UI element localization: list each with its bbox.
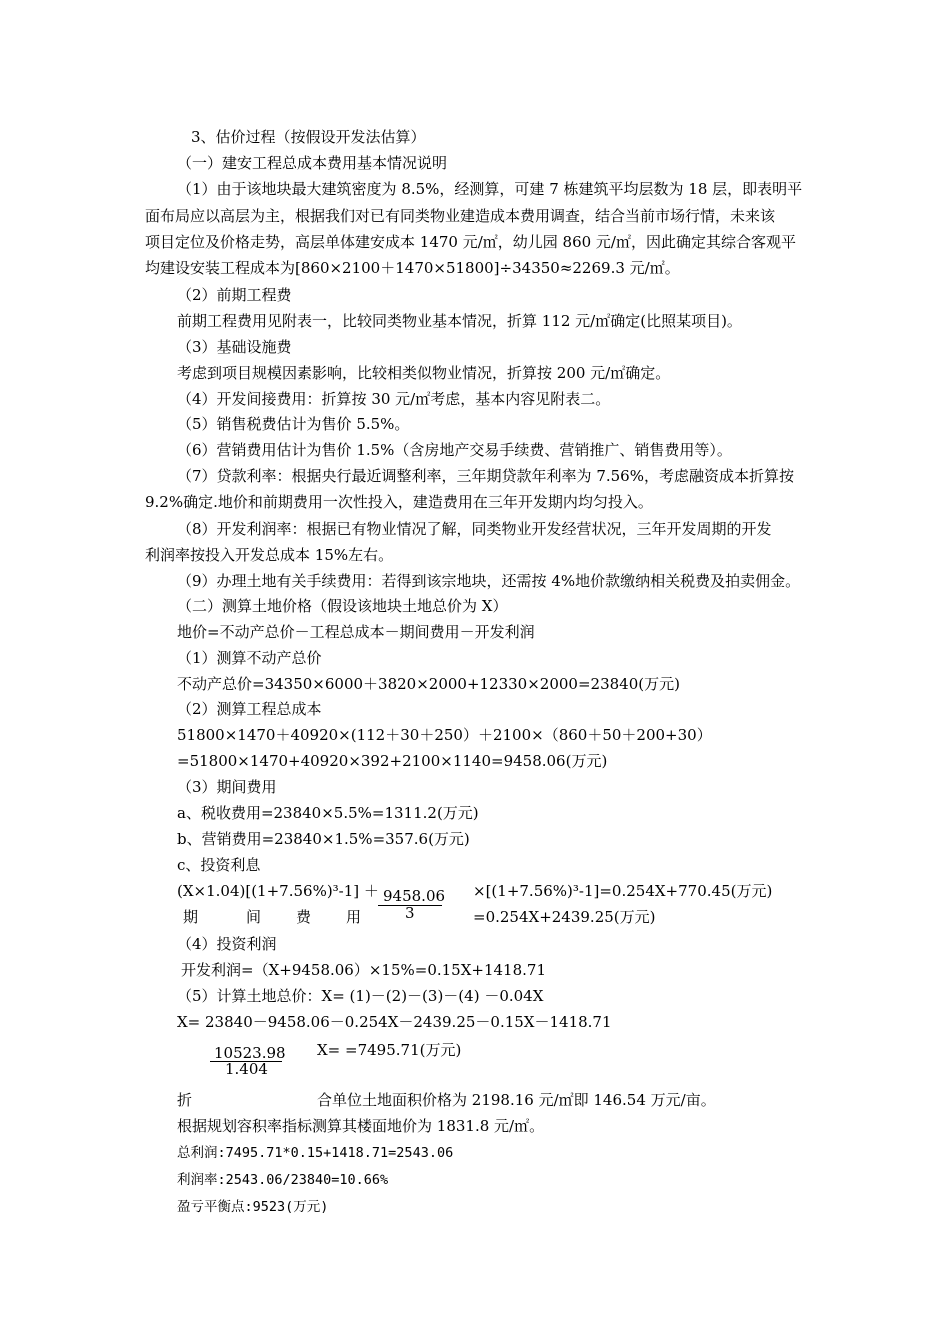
x-result: X= =7495.71(万元) [317,1041,462,1059]
paragraph-line: 项目定位及价格走势，高层单体建安成本 1470 元/㎡，幼儿园 860 元/㎡，因此确定其综合客观平 [145,233,796,251]
interest-title: c、投资利息 [177,856,261,874]
step-title-property-value: （1）测算不动产总价 [177,649,322,667]
interest-label-char: 费 [296,908,312,926]
step-text-property-value: 不动产总价=34350×6000＋3820×2000+12330×2000=23840(万元) [177,675,680,693]
item-sales-tax: （5）销售税费估计为售价 5.5%。 [177,415,410,433]
tax-cost-line: a、税收费用=23840×5.5%=1311.2(万元) [177,804,479,822]
interest-label-char: 用 [346,908,362,926]
development-profit-line: 开发利润=（X+9458.06）×15%=0.15X+1418.71 [181,961,546,979]
subsection-title-construction-cost: （一）建安工程总成本费用基本情况说明 [177,154,448,172]
paragraph-line: 面布局应以高层为主，根据我们对已有同类物业建造成本费用调查，结合当前市场行情，未来该 [145,207,776,225]
item-land-fees: （9）办理土地有关手续费用：若得到该宗地块，还需按 4%地价款缴纳相关税费及拍卖佣金。 [177,572,801,590]
step-title-land-total: （5）计算土地总价：X= (1)－(2)－(3)－(4) －0.04X [177,987,544,1005]
land-price-formula: 地价=不动产总价－工程总成本－期间费用－开发利润 [177,623,535,641]
profit-rate: 利润率:2543.06/23840=10.66% [177,1172,389,1188]
paragraph-line: （1）由于该地块最大建筑密度为 8.5%，经测算，可建 7 栋建筑平均层数为 18 层，即表明平 [177,180,803,198]
interest-label-char: 间 [246,908,262,926]
interest-formula-left: (X×1.04)[(1+7.56%)³-1] ＋ [177,882,379,900]
step-title-investment-profit: （4）投资利润 [177,935,277,953]
conversion-label: 折 [177,1091,193,1109]
paragraph-line: （8）开发利润率：根据已有物业情况了解，同类物业开发经营状况，三年开发周期的开发 [177,520,772,538]
floor-land-price: 根据规划容积率指标测算其楼面地价为 1831.8 元/㎡。 [177,1117,545,1135]
paragraph-line: （7）贷款利率：根据央行最近调整利率，三年期贷款年利率为 7.56%，考虑融资成本折算按 [177,467,794,485]
paragraph-line: 利润率按投入开发总成本 15%左右。 [145,546,394,564]
interest-fraction-numerator: 9458.06 [383,887,446,905]
section-heading: 3、估价过程（按假设开发法估算） [191,128,426,146]
item-title-preliminary-cost: （2）前期工程费 [177,286,292,304]
item-text-preliminary-cost: 前期工程费用见附表一，比较同类物业基本情况，折算 112 元/㎡确定(比照某项目)。 [177,312,742,330]
interest-formula-result: =0.254X+2439.25(万元) [473,908,656,926]
marketing-cost-line: b、营销费用=23840×1.5%=357.6(万元) [177,830,470,848]
paragraph-line: 均建设安装工程成本为[860×2100＋1470×51800]÷34350≈2269.3 元/㎡。 [145,259,680,277]
step-title-construction-cost: （2）测算工程总成本 [177,700,322,718]
item-text-infrastructure: 考虑到项目规模因素影响，比较相类似物业情况，折算按 200 元/㎡确定。 [177,364,671,382]
subsection-title-land-price: （二）测算土地价格（假设该地块土地总价为 X） [177,597,508,615]
total-profit: 总利润:7495.71*0.15+1418.71=2543.06 [177,1145,454,1161]
interest-formula-right: ×[(1+7.56%)³-1]=0.254X+770.45(万元) [473,882,773,900]
calc-line: =51800×1470+40920×392+2100×1140=9458.06(万元) [177,752,608,770]
unit-land-price: 合单位土地面积价格为 2198.16 元/㎡即 146.54 万元/亩。 [317,1091,716,1109]
land-total-equation: X= 23840－9458.06－0.254X－2439.25－0.15X－1418.71 [177,1013,612,1031]
breakeven-point: 盈亏平衡点:9523(万元) [177,1199,329,1215]
interest-label-char: 期 [183,908,199,926]
item-indirect-cost: （4）开发间接费用：折算按 30 元/㎡考虑，基本内容见附表二。 [177,390,611,408]
item-marketing-cost: （6）营销费用估计为售价 1.5%（含房地产交易手续费、营销推广、销售费用等）。 [177,441,732,459]
item-title-infrastructure: （3）基础设施费 [177,338,292,356]
paragraph-line: 9.2%确定.地价和前期费用一次性投入，建造费用在三年开发期内均匀投入。 [145,493,653,511]
calc-line: 51800×1470＋40920×(112＋30＋250）＋2100×（860＋50＋200+30） [177,726,712,744]
x-fraction-numerator: 10523.98 [214,1044,286,1062]
interest-fraction-denominator: 3 [405,904,415,922]
x-fraction-denominator: 1.404 [225,1060,268,1078]
step-title-period-cost: （3）期间费用 [177,778,277,796]
